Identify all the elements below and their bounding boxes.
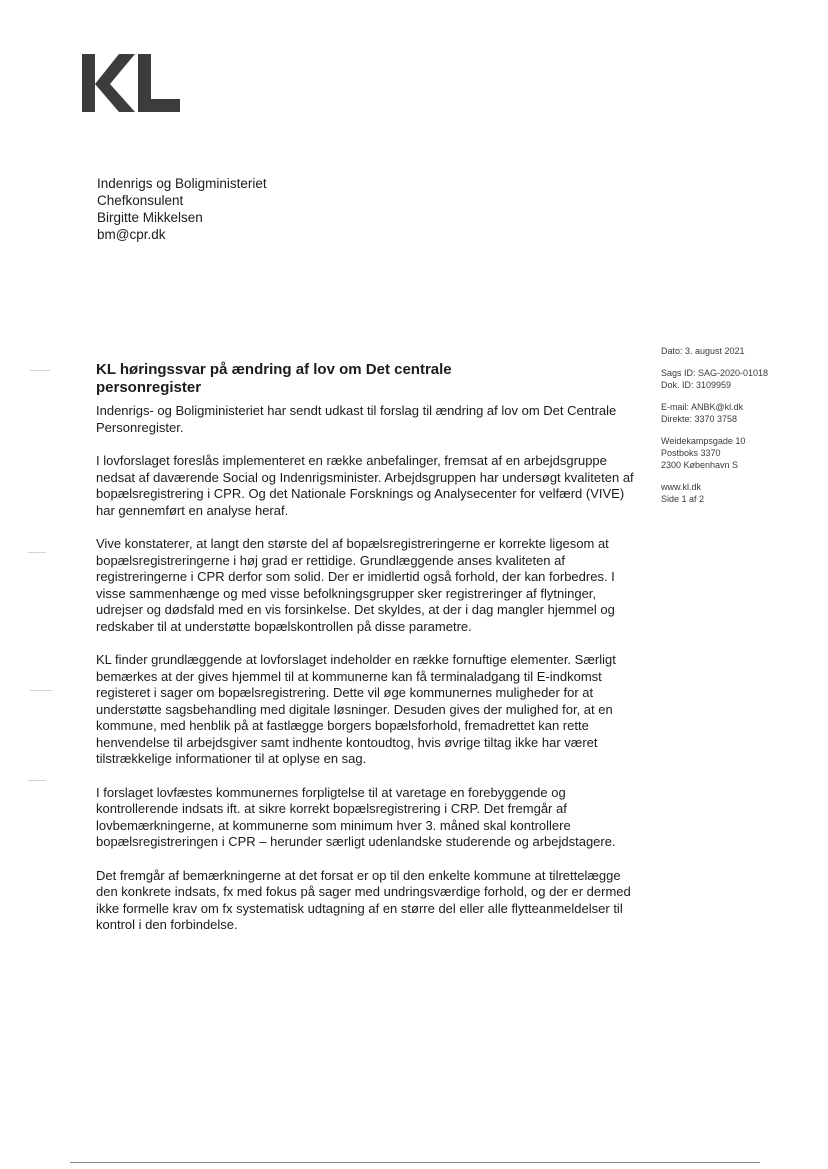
address-pobox: Postboks 3370 (661, 448, 721, 458)
scan-mark (30, 690, 52, 691)
direct-phone-text: Direkte: 3370 3758 (661, 414, 738, 424)
paragraph-2: I lovforslaget foreslås implementeret en række anbefalinger, fremsat af en arbejdsgruppe nedsat af daværende Social og Indenrigsminister. Arbejdsgruppen har undersøgt kvaliteten af bopælsregistrering i CPR. Og det Nationale Forsknings og Analysecenter for velfærd (VIVE) har gennemført en analyse heraf. (96, 453, 634, 518)
recipient-email[interactable]: bm@cpr.dk (97, 227, 166, 242)
date-text: Dato: 3. august 2021 (661, 346, 745, 356)
recipient-name: Birgitte Mikkelsen (97, 210, 203, 225)
address-city: 2300 København S (661, 460, 739, 470)
recipient-title: Chefkonsulent (97, 193, 184, 208)
letter-body (96, 403, 641, 951)
paragraph-5: I forslaget lovfæstes kommunernes forpligtelse til at varetage en forebyggende og kontrollerende indsats ift. at sikre korrekt bopælsregistrering i CRP. Det fremgår af lovbemærkningerne, at kommunerne som minimum hver 3. måned skal kontrollere bopælsregistreringen i CPR – herunder særligt udenlandske studerende og arbejdstagere. (96, 784, 616, 849)
paragraph-6: Det fremgår af bemærkningerne at det forsat er op til den enkelte kommune at tilrettelægge den konkrete indsats, fx med fokus på sager med undringsværdige forhold, og der er dermed ikke formelle krav om fx systematisk udtagning af en større del eller alle flytteanmeldelser til kontrol i den forbindelse. (96, 867, 631, 932)
page-number: Side 1 af 2 (661, 494, 705, 504)
scan-mark (28, 780, 46, 781)
paragraph-4: KL finder grundlæggende at lovforslaget indeholder en række fornuftige elementer. Særligt bemærkes at der gives hjemmel til at kommunerne kan få terminaladgang til E-indkomst registeret i sager om bopælsregistrering. Dette vil øge kommunernes muligheder for at understøtte sagsbehandling med digitale løsninger. Desuden gives der mulighed for, at en kommune, med henblik på at fastlægge borgers bopælsforhold, fremadrettet kan rette henvendelse til arbejdsgiver samt indhente kontoudtog, hvis øvrige tiltag ikke har været tilstrækkelige informationer til at oplyse en sag. (96, 652, 616, 766)
footer-divider (70, 1162, 760, 1163)
scan-mark (30, 370, 50, 371)
sidebar-metadata (661, 345, 768, 515)
recipient-address (97, 175, 267, 243)
paragraph-3: Vive konstaterer, at langt den største del af bopælsregistreringerne er korrekte ligesom at bopælsregistreringerne i høj grad er rettidige. Grundlæggende anses kvaliteten af registreringerne i CPR derfor som solid. Der er imidlertid også forhold, der kan forbedres. I visse sammenhænge og med visse befolkningsgrupper sker registreringer af flytninger, udrejser og dødsfald med en vis forsinkelse. Det skyldes, at der i dag mangler hjemmel og redskaber til at understøtte bopælskontrollen på disse parametre. (96, 536, 615, 634)
letter-heading: KL høringssvar på ændring af lov om Det centrale personregister (96, 361, 452, 396)
sags-id-text: Sags ID: SAG-2020-01018 (661, 368, 769, 378)
paragraph-1: Indenrigs- og Boligministeriet har sendt udkast til forslag til ændring af lov om Det Centrale Personregister. (96, 403, 617, 435)
dok-id-text: Dok. ID: 3109959 (661, 380, 732, 390)
website-link[interactable]: www.kl.dk (661, 482, 702, 492)
kl-logo (82, 54, 180, 112)
email-text[interactable]: E-mail: ANBK@kl.dk (661, 402, 744, 412)
recipient-ministry: Indenrigs og Boligministeriet (97, 176, 267, 191)
address-street: Weidekampsgade 10 (661, 436, 746, 446)
scan-mark (28, 552, 46, 553)
